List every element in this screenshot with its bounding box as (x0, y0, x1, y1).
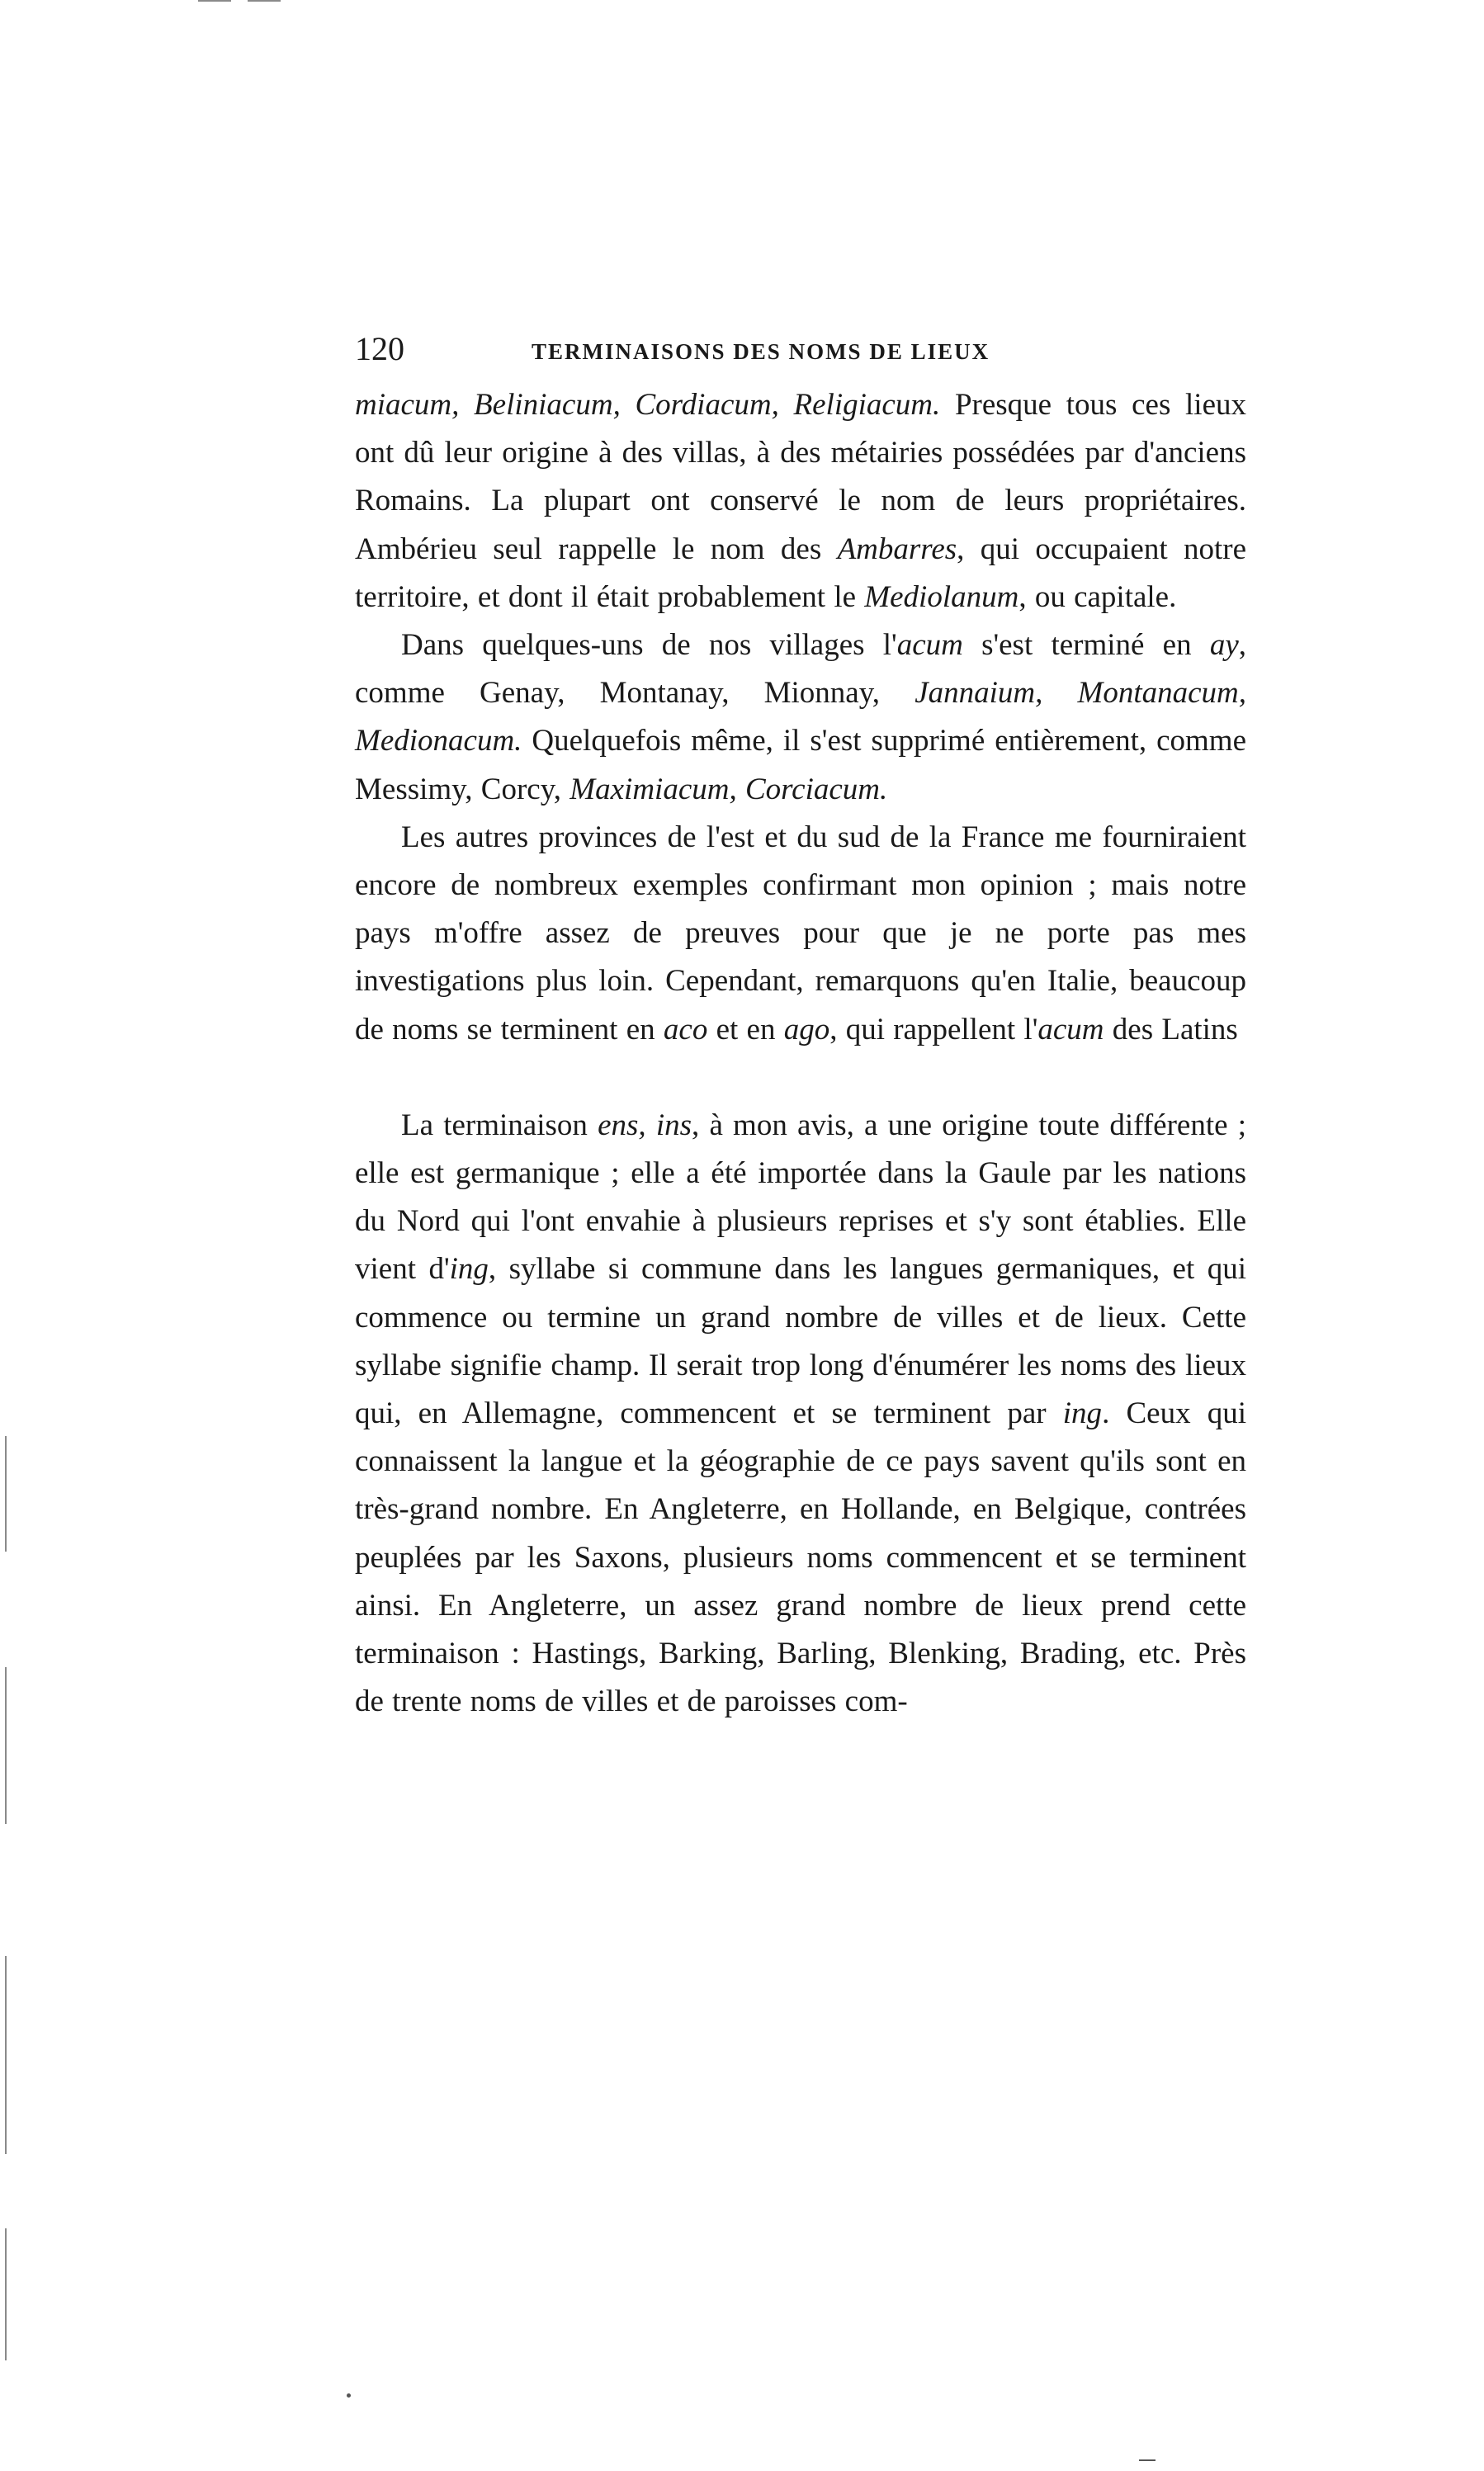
scan-artifact-line (5, 2228, 7, 2360)
italic-text-run: Mediolanum (864, 579, 1019, 614)
scan-artifact-line (5, 1436, 7, 1552)
scan-artifact-dot (347, 2393, 351, 2398)
body-text (355, 381, 1246, 1726)
text-run: , qui rappellent l' (829, 1012, 1038, 1047)
text-run: , qui occupaient notre territoire, et dont il était probablement le (355, 532, 1246, 614)
text-run: s'est terminé en (962, 628, 1210, 663)
italic-text-run: ago (783, 1012, 830, 1047)
text-run: des Latins (1104, 1012, 1238, 1047)
italic-text-run: aco (663, 1012, 708, 1047)
italic-text-run: ens, ins (598, 1108, 692, 1142)
page-number: 120 (355, 330, 404, 367)
italic-text-run: Maximiacum, Corciacum. (569, 772, 888, 806)
text-run: Quelquefois même, il s'est supprimé entièrement, comme Messimy, Corcy, (355, 724, 1246, 806)
text-run: et en (707, 1012, 784, 1047)
italic-text-run: miacum, Beliniacum, Cordiacum, Religiacum. (355, 388, 941, 422)
scan-artifact-line (5, 1956, 7, 2154)
text-run: Dans quelques-uns de nos villages l' (401, 628, 897, 663)
scan-artifact-line (5, 1667, 7, 1824)
scan-artifact-line (198, 0, 231, 2)
scan-artifact-line (248, 0, 281, 2)
running-head (355, 328, 1246, 370)
italic-text-run: acum (1037, 1012, 1104, 1047)
paragraph (355, 814, 1246, 1054)
text-run: Les autres provinces de l'est et du sud de la France me fourniraient encore de nombreux exemples confirmant mon opinion ; mais notre pays m'offre assez de preuves pour que je ne porte pas mes investigations plus loin. Cependant, remarquons qu'en Italie, beaucoup de noms se terminent en (355, 820, 1246, 1047)
text-run: La terminaison (401, 1108, 598, 1142)
text-run: Presque tous ces lieux ont dû leur origine à des villas, à des métairies possédées par d'anciens Romains. La plupart ont conservé le nom de leurs propriétaires. Ambérieu seul rappelle le nom des (355, 388, 1247, 566)
italic-text-run: ing (1062, 1396, 1103, 1431)
italic-text-run: acum (896, 628, 963, 663)
italic-text-run: Jannaium, Montanacum, Medionacum. (355, 676, 1246, 758)
scan-artifact-dot (1139, 2459, 1156, 2461)
text-run: . Ceux qui connaissent la langue et la géographie de ce pays savent qu'ils sont en très-grand nombre. En Angleterre, en Hollande, en Belgique, contrées peuplées par les Saxons, plusieurs noms commencent et se terminent ainsi. En Angleterre, un assez grand nombre de lieux prend cette terminaison : Hastings, Barking, Barling, Blenking, Brading, etc. Près de trente noms de villes et de paroisses com- (355, 1396, 1246, 1719)
text-run: , syllabe si commune dans les langues germaniques, et qui commence ou termine un grand nombre de villes et de lieux. Cette syllabe signifie champ. Il serait trop long d'énumérer les noms des lieux qui, en Allemagne, commencent et se terminent par (355, 1252, 1246, 1431)
book-page (355, 328, 1246, 1726)
italic-text-run: ing (449, 1252, 489, 1287)
paragraph (355, 1102, 1246, 1727)
text-run: , ou capitale. (1018, 579, 1177, 614)
paragraph (355, 621, 1246, 814)
text-run: , à mon avis, a une origine toute différente ; elle est germanique ; elle a été importée dans la Gaule par les nations du Nord qui l'ont envahie à plusieurs reprises et s'y sont établies. Elle vient d' (355, 1108, 1246, 1287)
paragraph (355, 381, 1246, 621)
italic-text-run: Ambarres (837, 532, 957, 566)
text-run: , comme Genay, Montanay, Mionnay, (355, 628, 1246, 711)
running-title: TERMINAISONS DES NOMS DE LIEUX (532, 339, 990, 364)
italic-text-run: ay (1209, 628, 1239, 663)
